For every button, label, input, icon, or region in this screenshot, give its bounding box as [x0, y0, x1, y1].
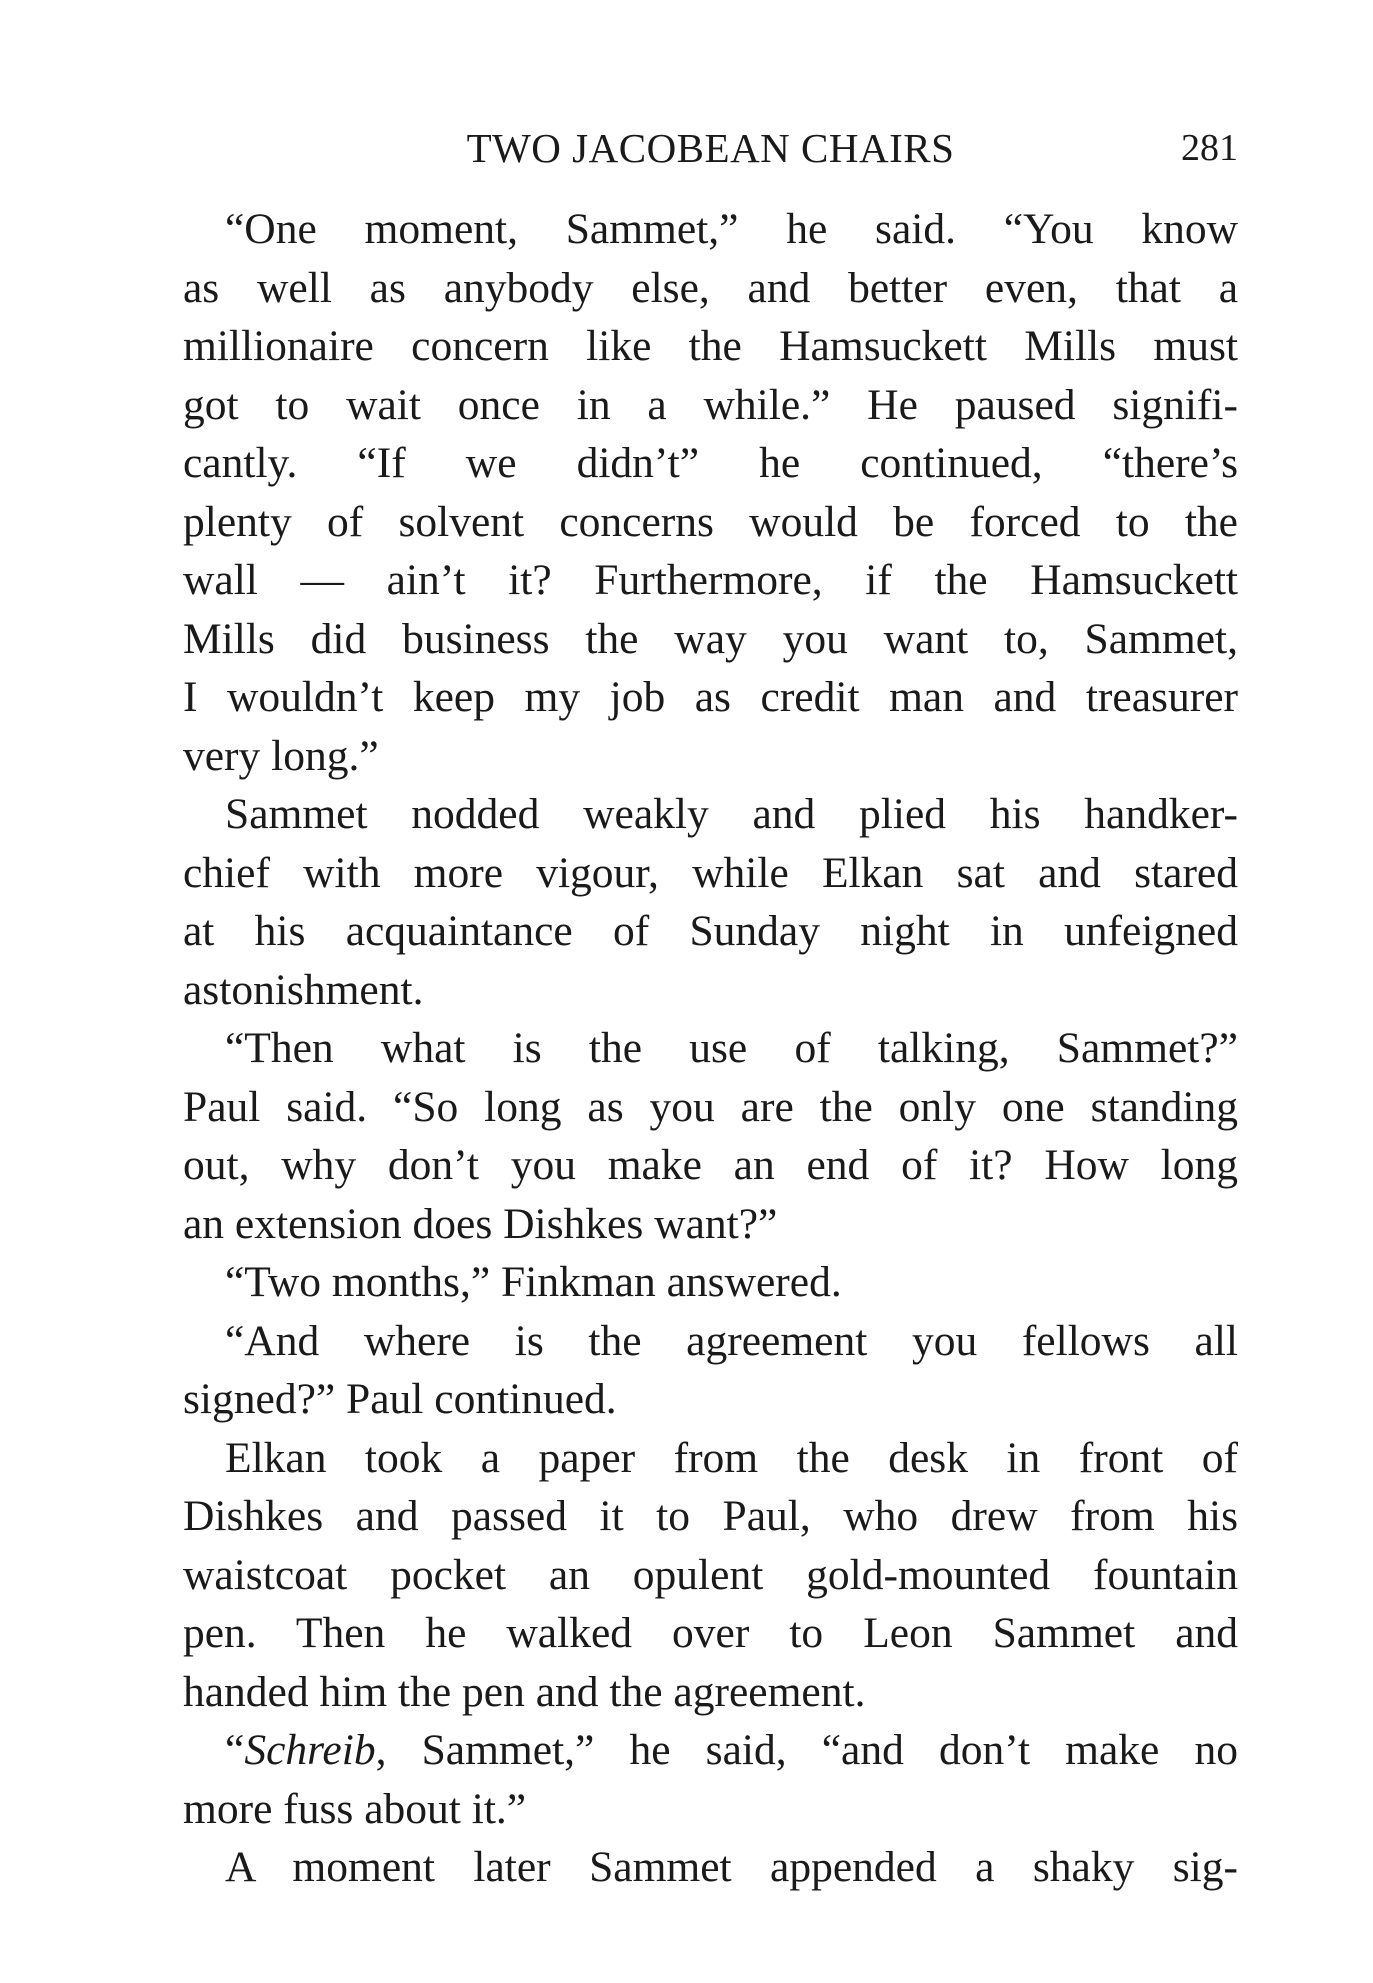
- text-line: handed him the pen and the agreement.: [183, 1667, 866, 1716]
- text-line: Elkan took a paper from the desk in front of: [225, 1433, 1238, 1482]
- text-line: as well as anybody else, and better even, that a: [183, 263, 1238, 312]
- text-line: an extension does Dishkes want?”: [183, 1199, 778, 1248]
- text-line: “Then what is the use of talking, Sammet?”: [225, 1024, 1238, 1072]
- text-line: signed?” Paul continued.: [183, 1375, 617, 1423]
- text-line: very long.”: [183, 731, 379, 780]
- text-line: I wouldn’t keep my job as credit man and treasurer: [183, 673, 1238, 721]
- open-quote: “: [225, 1726, 245, 1774]
- text-line: “And where is the agreement you fellows all: [225, 1316, 1238, 1365]
- text-line: Paul said. “So long as you are the only one standing: [183, 1082, 1238, 1131]
- text-line: got to wait once in a while.” He paused signifi-: [183, 380, 1238, 429]
- text-line: millionaire concern like the Hamsuckett Mills must: [183, 322, 1238, 370]
- text-line: pen. Then he walked over to Leon Sammet and: [183, 1609, 1238, 1657]
- text-line: wall — ain’t it? Furthermore, if the Hamsuckett: [183, 556, 1238, 604]
- text-line: A moment later Sammet appended a shaky sig-: [225, 1843, 1238, 1891]
- text-line: “Two months,” Finkman answered.: [225, 1258, 842, 1306]
- italic-word: Schreib: [244, 1726, 376, 1774]
- running-head: [183, 120, 1238, 176]
- text-line: at his acquaintance of Sunday night in unfeigned: [183, 907, 1238, 955]
- body-text: [183, 200, 1238, 1897]
- running-title: TWO JACOBEAN CHAIRS: [466, 125, 955, 171]
- line-remainder: , Sammet,” he said, “and don’t make no: [375, 1726, 1238, 1774]
- text-line: Dishkes and passed it to Paul, who drew from his: [183, 1492, 1238, 1540]
- text-line: cantly. “If we didn’t” he continued, “there’s: [183, 439, 1238, 487]
- text-line: waistcoat pocket an opulent gold-mounted fountain: [183, 1550, 1238, 1599]
- text-line: Sammet nodded weakly and plied his handker-: [225, 790, 1238, 838]
- text-line: out, why don’t you make an end of it? How long: [183, 1141, 1238, 1189]
- text-line: [183, 1721, 1238, 1780]
- text-line: astonishment.: [183, 965, 424, 1014]
- text-line: chief with more vigour, while Elkan sat and stared: [183, 848, 1238, 897]
- page-number: 281: [1181, 127, 1238, 169]
- text-line: Mills did business the way you want to, Sammet,: [183, 614, 1238, 663]
- text-line: plenty of solvent concerns would be forced to the: [183, 497, 1238, 546]
- text-line: “One moment, Sammet,” he said. “You know: [225, 205, 1238, 253]
- text-line: more fuss about it.”: [183, 1784, 527, 1833]
